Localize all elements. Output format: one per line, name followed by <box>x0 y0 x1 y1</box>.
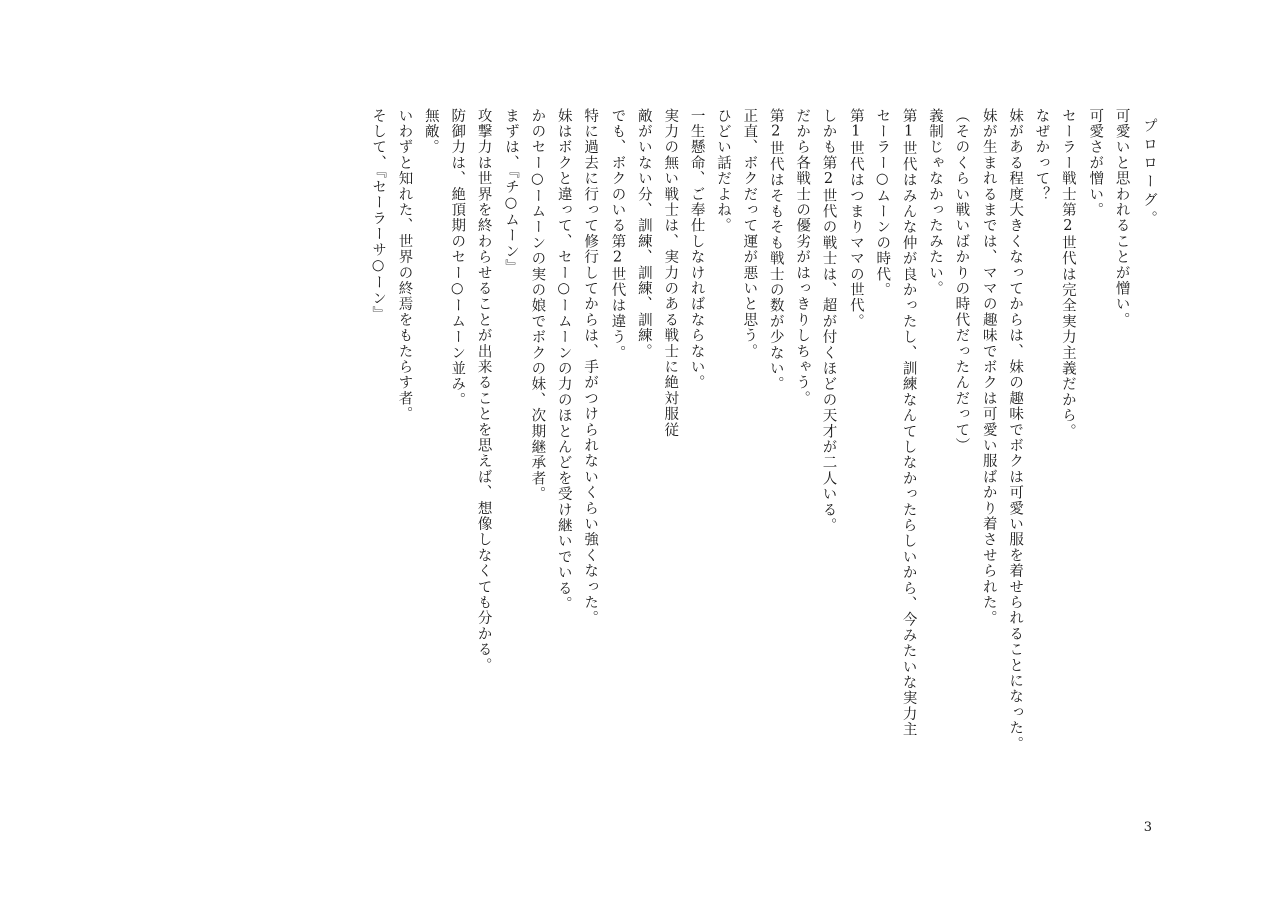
text-column: 正直、ボクだって運が悪いと思う。 <box>741 108 758 360</box>
page-number: 3 <box>1143 820 1152 835</box>
text-column: 敵がいない分、訓練、訓練、訓練。 <box>635 108 652 360</box>
text-column: （そのくらい戦いばかりの時代だったんだって） <box>953 108 970 454</box>
text-column: 可愛いと思われることが憎い。 <box>1113 108 1130 328</box>
text-column: セーラー戦士第2世代は完全実力主義だから。 <box>1059 108 1076 440</box>
text-column: 防御力は、絶頂期のセー○ームーン並み。 <box>449 108 466 408</box>
text-column: でも、ボクのいる第2世代は違う。 <box>609 108 626 361</box>
text-column: 実力の無い戦士は、実力のある戦士に絶対服従 <box>662 108 679 438</box>
text-column: 一生懸命、ご奉仕しなければならない。 <box>688 108 705 391</box>
text-column: かのセー○ームーンの実の娘でボクの妹、次期継承者。 <box>529 108 546 502</box>
text-column: 攻撃力は世界を終わらせることが出来ることを思えば、想像しなくても分かる。 <box>475 108 492 674</box>
text-column: プロローグ。 <box>1141 118 1157 229</box>
text-column: 可愛さが憎い。 <box>1087 108 1104 218</box>
text-column: だから各戦士の優劣がはっきりしちゃう。 <box>794 108 811 407</box>
text-column: 第1世代はつまりママの世代。 <box>847 108 864 330</box>
text-column: しかも第2世代の戦士は、超が付くほどの天才が二人いる。 <box>820 108 837 534</box>
text-column: セーラー○ムーンの時代。 <box>874 108 891 298</box>
text-column: まずは、『チ○ムーン』 <box>503 108 519 275</box>
text-column: 第1世代はみんな仲が良かったし、訓練なんてしなかったらしいから、今みたいな実力主 <box>900 108 917 738</box>
text-column: 第2世代はそもそも戦士の数が少ない。 <box>767 108 784 393</box>
text-column: 妹が生まれるまでは、ママの趣味でボクは可愛い服ばかり着させられた。 <box>980 108 997 627</box>
vertical-text-body <box>365 108 1162 752</box>
text-column: 義制じゃなかったみたい。 <box>927 108 943 297</box>
text-column: そして、『セーラーサ○ーン』 <box>370 108 387 323</box>
text-column: いわずと知れた、世界の終焉をもたらす者。 <box>396 108 413 422</box>
text-column: 妹はボクと違って、セー○ームーンの力のほとんどを受け継いでいる。 <box>555 108 572 612</box>
text-column: なぜかって？ <box>1033 108 1050 203</box>
text-column: 無敵。 <box>422 108 439 156</box>
text-column: 妹がある程度大きくなってからは、妹の趣味でボクは可愛い服を着せられることになった。 <box>1007 108 1024 752</box>
text-column: ひどい話だよね。 <box>715 108 731 234</box>
text-column: 特に過去に行って修行してからは、手がつけられないくらい強くなった。 <box>582 108 599 627</box>
